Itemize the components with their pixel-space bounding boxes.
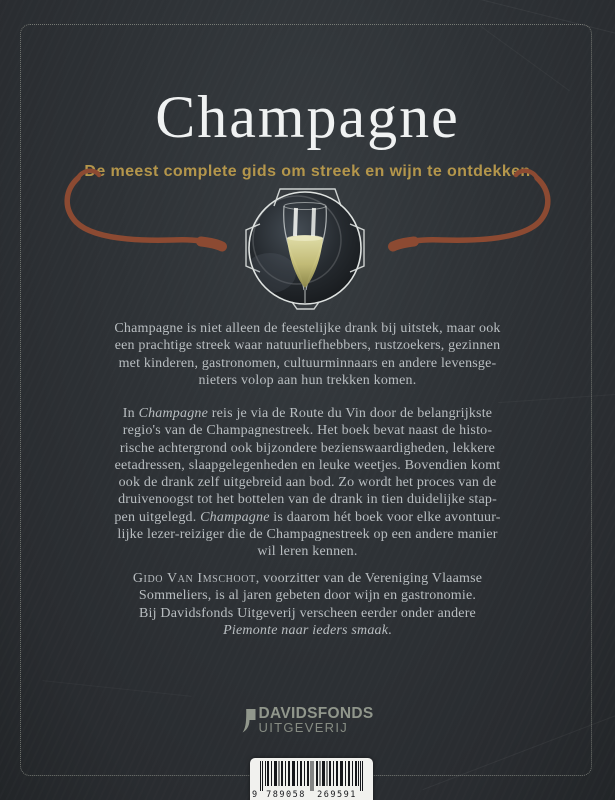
publisher-logo-icon (242, 708, 256, 736)
flourish-right-icon (393, 171, 548, 247)
publisher-imprint: UITGEVERIJ (258, 720, 349, 735)
champagne-glass-medallion-icon (244, 189, 364, 309)
barcode-icon (250, 758, 373, 800)
book-title: Champagne (155, 84, 460, 150)
author-bio-paragraph: Gido Van Imschoot, voorzitter van de Vereniging Vlaamse Sommeliers, is al jaren gebeten door wijn en gastronomie. Bij Davidsfonds Uitgeverij verscheen eerder onder andere Piemonte naar ieders smaak. (132, 571, 483, 638)
isbn-digit-group-3: 269591 (317, 790, 357, 800)
publisher-logo (0, 706, 615, 736)
flourish-left-icon (67, 171, 222, 247)
intro-paragraph: Champagne is niet alleen de feestelijke drank bij uitstek, maar ook een prachtige streek waar natuurliefhebbers, rustzoekers, gezinnen met kinderen, gastronomen, cultuurminnaars en andere levensge- nieters volop aan hun trekken komen. (114, 321, 501, 388)
description-paragraph: In Champagne reis je via de Route du Vin door de belangrijkste regio's van de Champagnestreek. Het boek bevat naast de histo- rische achtergrond ook bijzondere bezienswaardigheden, lekkere eetadressen, slaapgelegenheden en leuke weetjes. Bovendien komt ook de drank zelf uitgebreid aan bod. Zo wordt het proces van de druivenoogst tot het bottelen van de drank in tien duidelijke stap- pen uitgelegd. Champagne is daarom hét boek voor elke avontuur- lijke lezer-reiziger die de Champagnestreek op een andere manier wil leren kennen. (114, 406, 501, 560)
isbn-digit-group-1: 9 (252, 790, 258, 800)
isbn-digit-group-2: 789058 (266, 790, 306, 800)
barcode (250, 758, 373, 800)
publisher-name: DAVIDSFONDS (258, 705, 374, 722)
book-subtitle: De meest complete gids om streek en wijn te ontdekken (84, 163, 531, 180)
ornament-band (0, 158, 615, 318)
